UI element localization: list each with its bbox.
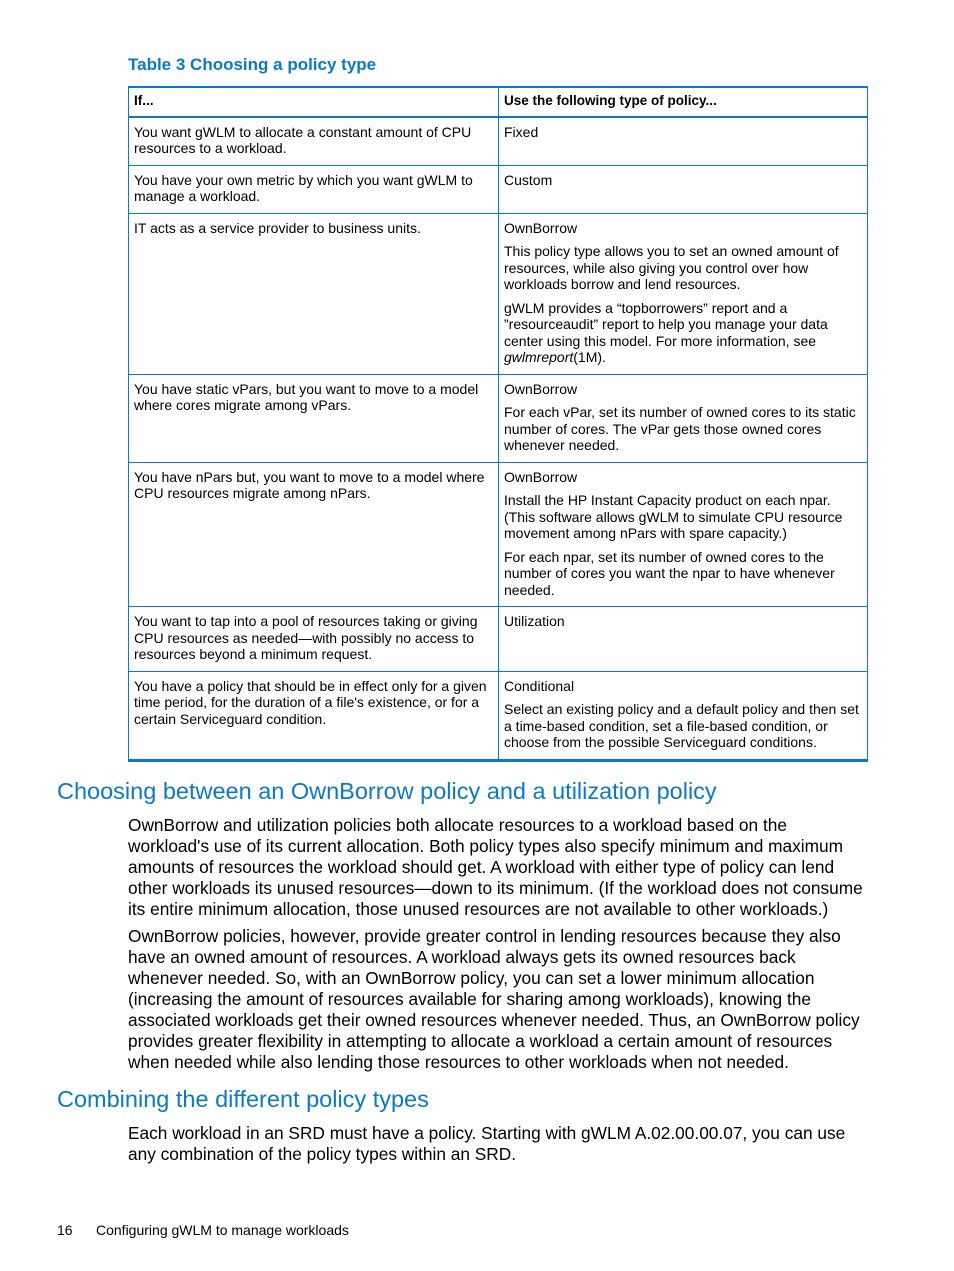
policy-description: This policy type allows you to set an owned amount of resources, while also giving you control over how workloads borrow and lend resources. [504, 243, 839, 292]
table-row [129, 374, 868, 462]
manpage-reference: gwlmreport [504, 349, 574, 365]
policy-cell [499, 374, 868, 462]
table-row [129, 117, 868, 166]
condition-cell: You want gWLM to allocate a constant amount of CPU resources to a workload. [129, 117, 499, 166]
policy-name: OwnBorrow [504, 219, 578, 236]
policy-cell [499, 213, 868, 374]
table-row [129, 671, 868, 760]
condition-cell: You have static vPars, but you want to move to a model where cores migrate among vPars. [129, 374, 499, 462]
condition-cell: You have nPars but, you want to move to a model where CPU resources migrate among nPars. [129, 462, 499, 607]
page-footer [57, 1222, 349, 1238]
table-row [129, 165, 868, 213]
policy-name: Fixed [504, 123, 539, 140]
policy-name: OwnBorrow [504, 380, 578, 397]
manpage-section: (1M). [573, 349, 606, 365]
paragraph: OwnBorrow policies, however, provide greater control in lending resources because they also have an owned amount of resources. A workload always gets its owned resources back whenever needed. So, with an OwnBorrow policy, you can set a lower minimum allocation (increasing the amount of resources available for sharing among workloads), knowing the associated workloads get their owned resources whenever needed. Thus, an OwnBorrow policy provides greater flexibility in attempting to allocate a workload a certain amount of resources when needed while also lending those resources to other workloads when not needed. [128, 926, 860, 1072]
section-body-combining-policies [128, 1123, 868, 1171]
condition-cell: You have your own metric by which you want gWLM to manage a workload. [129, 165, 499, 213]
section-heading-combining-policies: Combining the different policy types [57, 1086, 429, 1112]
paragraph: Each workload in an SRD must have a policy. Starting with gWLM A.02.00.00.07, you can use any combination of the policy types within an SRD. [128, 1123, 846, 1164]
page-number: 16 [57, 1222, 73, 1238]
column-header-policy: Use the following type of policy... [499, 87, 868, 117]
policy-description [504, 300, 862, 366]
column-header-if: If... [129, 87, 499, 117]
table-row [129, 462, 868, 607]
policy-description: For each npar, set its number of owned cores to the number of cores you want the npar to have whenever needed. [504, 548, 835, 598]
policy-cell [499, 607, 868, 672]
table-row [129, 607, 868, 672]
policy-cell [499, 117, 868, 166]
table-row [129, 213, 868, 374]
policy-name: OwnBorrow [504, 468, 578, 485]
policy-cell [499, 462, 868, 607]
policy-description-text: gWLM provides a “topborrowers” report and a ”resourceaudit” report to help you manage your data center using this model. For more information, see [504, 299, 828, 349]
section-body-ownborrow-vs-utilization [128, 815, 868, 1079]
paragraph: OwnBorrow and utilization policies both allocate resources to a workload based on the workload's use of its current allocation. Both policy types also specify minimum and maximum amounts of resources the workload should get. A workload with either type of policy can lend other workloads its unused resources—down to its minimum. (If the workload does not consume its entire minimum allocation, those unused resources are not available to other workloads.) [128, 815, 863, 919]
condition-cell: You have a policy that should be in effect only for a given time period, for the duration of a file's existence, or for a certain Serviceguard condition. [129, 671, 499, 760]
policy-name: Conditional [504, 677, 575, 694]
table-header-row [129, 87, 868, 117]
policy-description: For each vPar, set its number of owned cores to its static number of cores. The vPar gets those owned cores whenever needed. [504, 404, 856, 453]
policy-description: Install the HP Instant Capacity product on each npar. (This software allows gWLM to simulate CPU resource movement among nPars with spare capacity.) [504, 492, 843, 541]
policy-name: Utilization [504, 613, 565, 629]
policy-type-table [128, 86, 868, 762]
section-heading-ownborrow-vs-utilization: Choosing between an OwnBorrow policy and a utilization policy [57, 778, 717, 804]
policy-cell [499, 165, 868, 213]
chapter-title: Configuring gWLM to manage workloads [96, 1222, 349, 1238]
table-caption: Table 3 Choosing a policy type [128, 55, 377, 74]
condition-cell: You want to tap into a pool of resources taking or giving CPU resources as needed—with possibly no access to resources beyond a minimum request. [129, 607, 499, 672]
policy-cell [499, 671, 868, 760]
policy-description: Select an existing policy and a default policy and then set a time-based condition, set a file-based condition, or choose from the possible Serviceguard conditions. [504, 701, 859, 750]
condition-cell: IT acts as a service provider to business units. [129, 213, 499, 374]
policy-name: Custom [504, 171, 553, 188]
